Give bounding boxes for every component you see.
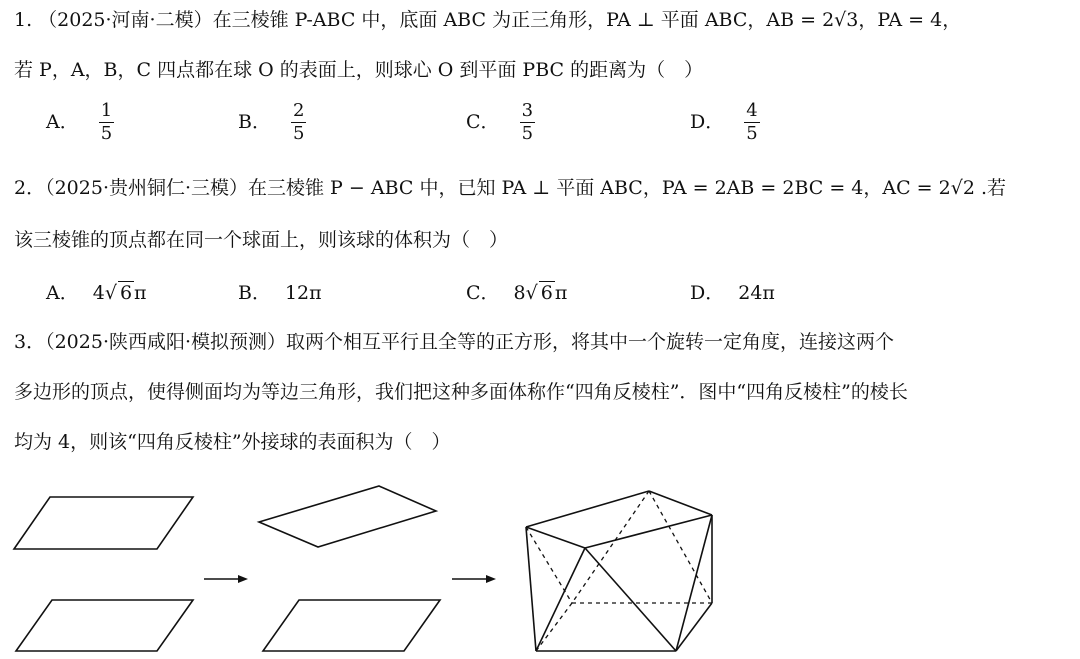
choice-c [466, 100, 535, 145]
fraction [291, 100, 306, 145]
choice-b [238, 100, 306, 145]
radicand: 6 [540, 282, 553, 304]
numerator: 4 [746, 100, 758, 121]
choice-label: D． [690, 282, 725, 304]
radicand: 6 [119, 282, 133, 304]
numerator: 1 [100, 100, 113, 121]
choice-label: A． [46, 282, 79, 304]
denominator: 5 [100, 123, 113, 144]
choice-a [46, 100, 114, 145]
coefficient: 8 [513, 282, 526, 304]
coefficient: 4 [92, 282, 105, 304]
problem-1-choices [0, 100, 1080, 160]
square-rotated [259, 486, 436, 547]
problem-1-line-1: 1. （2025·河南·二模）在三棱锥 P-ABC 中，底面 ABC 为正三角形，PA ⊥ 平面 ABC，AB = 2√3，PA = 4， [14, 9, 962, 31]
arrow-2-head [486, 575, 496, 583]
choice-value: 24π [738, 282, 775, 304]
choice-label: C． [466, 282, 500, 304]
numerator: 3 [521, 100, 534, 121]
choice-value: 12π [284, 282, 322, 304]
choice-label: B． [238, 110, 271, 133]
problem-1-line-2: 若 P，A，B，C 四点都在球 O 的表面上，则球心 O 到平面 PBC 的距离为（ ） [14, 59, 704, 81]
choice-label: A． [46, 110, 79, 133]
choice-label: C． [466, 110, 500, 133]
problem-2-line-1: 2．（2025·贵州铜仁·三模）在三棱锥 P − ABC 中，已知 PA ⊥ 平面 ABC，PA = 2AB = 2BC = 4，AC = 2√2 .若 [14, 177, 1006, 199]
square-top-left [14, 497, 193, 549]
arrow-1-head [238, 575, 248, 583]
square-bottom-left [16, 600, 193, 651]
pi-symbol: π [554, 282, 568, 304]
choice-d [690, 278, 775, 305]
choice-d [690, 100, 760, 145]
fraction [744, 100, 759, 145]
square-bottom-middle [263, 600, 440, 651]
numerator: 2 [293, 100, 305, 121]
fraction [520, 100, 535, 145]
antiprism-figure [0, 470, 1080, 659]
problem-3-line-3: 均为 4，则该“四角反棱柱”外接球的表面积为（ ） [14, 431, 451, 453]
sqrt-sign: √ [525, 282, 538, 304]
choice-a [46, 278, 147, 305]
choice-label: B． [238, 282, 271, 304]
pi-symbol: π [134, 282, 147, 304]
choice-label: D． [690, 110, 725, 133]
problem-3-line-2: 多边形的顶点，使得侧面均为等边三角形，我们把这种多面体称作“四角反棱柱”．图中“四角反棱柱”的棱长 [14, 381, 908, 403]
denominator: 5 [746, 123, 758, 144]
choice-b [238, 278, 322, 305]
problem-2-line-2: 该三棱锥的顶点都在同一个球面上，则该球的体积为（ ） [14, 229, 509, 251]
antiprism-solid-edges [526, 491, 712, 651]
choice-c [466, 278, 567, 305]
problem-3-line-1: 3．（2025·陕西咸阳·模拟预测）取两个相互平行且全等的正方形，将其中一个旋转一定角度，连接这两个 [14, 331, 895, 353]
denominator: 5 [293, 123, 305, 144]
sqrt-sign: √ [104, 282, 117, 304]
antiprism-hidden-edges [526, 491, 712, 651]
fraction [99, 100, 114, 145]
denominator: 5 [521, 123, 534, 144]
